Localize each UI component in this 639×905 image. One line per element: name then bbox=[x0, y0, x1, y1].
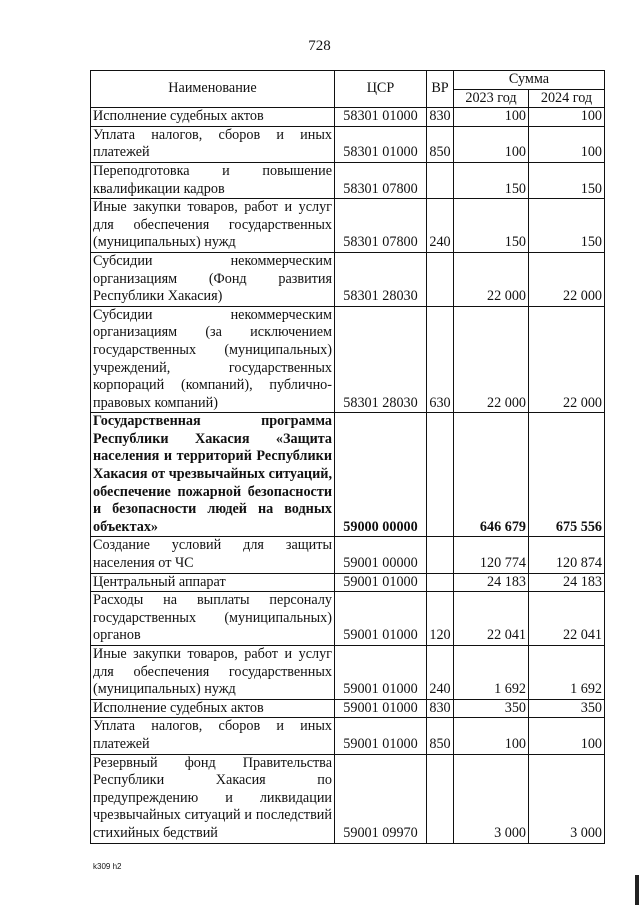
row-vr-cell: 630 bbox=[427, 306, 454, 413]
row-csr-cell: 59001 01000 bbox=[335, 592, 427, 646]
row-sum-2023-cell: 22 041 bbox=[454, 592, 529, 646]
row-vr-cell: 240 bbox=[427, 199, 454, 253]
row-name-cell: Иные закупки товаров, работ и услуг для обеспечения государственных (муниципальных) нужд bbox=[91, 646, 335, 700]
header-vr: ВР bbox=[427, 71, 454, 108]
row-sum-2024-cell: 24 183 bbox=[529, 573, 605, 592]
row-vr-cell: 830 bbox=[427, 699, 454, 718]
table-row bbox=[91, 646, 605, 700]
row-sum-2024-cell: 150 bbox=[529, 199, 605, 253]
table-row bbox=[91, 126, 605, 162]
row-vr-cell bbox=[427, 537, 454, 573]
row-sum-2023-cell: 22 000 bbox=[454, 252, 529, 306]
row-name-cell: Субсидии некоммерческим организациям (Фонд развития Республики Хакасия) bbox=[91, 252, 335, 306]
row-csr-cell: 58301 01000 bbox=[335, 108, 427, 127]
row-name-cell: Субсидии некоммерческим организациям (за исключением государственных (муниципальных) учреждений, государственных корпораций (компаний), публично-правовых компаний) bbox=[91, 306, 335, 413]
row-name-cell: Переподготовка и повышение квалификации кадров bbox=[91, 162, 335, 198]
row-csr-cell: 58301 01000 bbox=[335, 126, 427, 162]
row-name-cell: Исполнение судебных актов bbox=[91, 699, 335, 718]
row-sum-2023-cell: 1 692 bbox=[454, 646, 529, 700]
row-vr-cell: 850 bbox=[427, 718, 454, 754]
row-csr-cell: 59001 01000 bbox=[335, 646, 427, 700]
row-vr-cell: 240 bbox=[427, 646, 454, 700]
table-row bbox=[91, 592, 605, 646]
row-sum-2023-cell: 3 000 bbox=[454, 754, 529, 843]
row-sum-2024-cell: 22 000 bbox=[529, 306, 605, 413]
row-sum-2023-cell: 24 183 bbox=[454, 573, 529, 592]
row-vr-cell bbox=[427, 573, 454, 592]
row-sum-2023-cell: 350 bbox=[454, 699, 529, 718]
row-sum-2024-cell: 100 bbox=[529, 718, 605, 754]
table-body bbox=[91, 108, 605, 843]
header-year-2023: 2023 год bbox=[454, 89, 529, 108]
row-name-cell: Иные закупки товаров, работ и услуг для обеспечения государственных (муниципальных) нужд bbox=[91, 199, 335, 253]
table-row bbox=[91, 699, 605, 718]
row-sum-2023-cell: 150 bbox=[454, 162, 529, 198]
table-row bbox=[91, 162, 605, 198]
row-sum-2023-cell: 100 bbox=[454, 108, 529, 127]
table-row bbox=[91, 573, 605, 592]
row-name-cell: Исполнение судебных актов bbox=[91, 108, 335, 127]
table-row bbox=[91, 718, 605, 754]
row-csr-cell: 59001 01000 bbox=[335, 718, 427, 754]
row-sum-2024-cell: 1 692 bbox=[529, 646, 605, 700]
row-vr-cell: 120 bbox=[427, 592, 454, 646]
row-sum-2023-cell: 22 000 bbox=[454, 306, 529, 413]
row-csr-cell: 58301 28030 bbox=[335, 252, 427, 306]
row-vr-cell bbox=[427, 252, 454, 306]
row-csr-cell: 58301 07800 bbox=[335, 162, 427, 198]
row-csr-cell: 59000 00000 bbox=[335, 413, 427, 537]
row-sum-2023-cell: 100 bbox=[454, 718, 529, 754]
page-number: 728 bbox=[308, 38, 331, 54]
row-sum-2024-cell: 150 bbox=[529, 162, 605, 198]
row-sum-2023-cell: 646 679 bbox=[454, 413, 529, 537]
table-row bbox=[91, 252, 605, 306]
row-sum-2024-cell: 100 bbox=[529, 108, 605, 127]
row-csr-cell: 59001 09970 bbox=[335, 754, 427, 843]
row-vr-cell bbox=[427, 754, 454, 843]
table-row bbox=[91, 199, 605, 253]
row-sum-2024-cell: 120 874 bbox=[529, 537, 605, 573]
row-vr-cell bbox=[427, 162, 454, 198]
row-name-cell: Расходы на выплаты персоналу государственных (муниципальных) органов bbox=[91, 592, 335, 646]
row-csr-cell: 59001 01000 bbox=[335, 699, 427, 718]
table-row bbox=[91, 306, 605, 413]
row-vr-cell bbox=[427, 413, 454, 537]
row-name-cell: Уплата налогов, сборов и иных платежей bbox=[91, 126, 335, 162]
row-sum-2023-cell: 150 bbox=[454, 199, 529, 253]
header-sum: Сумма bbox=[454, 71, 605, 90]
budget-table bbox=[90, 70, 605, 844]
row-sum-2024-cell: 350 bbox=[529, 699, 605, 718]
row-sum-2024-cell: 675 556 bbox=[529, 413, 605, 537]
row-sum-2024-cell: 100 bbox=[529, 126, 605, 162]
header-csr: ЦСР bbox=[335, 71, 427, 108]
table-row bbox=[91, 108, 605, 127]
table-row bbox=[91, 413, 605, 537]
row-sum-2024-cell: 22 000 bbox=[529, 252, 605, 306]
scan-edge-mark bbox=[635, 875, 639, 905]
row-vr-cell: 830 bbox=[427, 108, 454, 127]
row-vr-cell: 850 bbox=[427, 126, 454, 162]
row-name-cell: Государственная программа Республики Хакасия «Защита населения и территорий Республики Хакасия от чрезвычайных ситуаций, обеспечение пожарной безопасности и безопасности людей на водных объектах» bbox=[91, 413, 335, 537]
row-name-cell: Центральный аппарат bbox=[91, 573, 335, 592]
header-year-2024: 2024 год bbox=[529, 89, 605, 108]
table-row bbox=[91, 754, 605, 843]
row-csr-cell: 59001 01000 bbox=[335, 573, 427, 592]
row-sum-2023-cell: 120 774 bbox=[454, 537, 529, 573]
header-name: Наименование bbox=[91, 71, 335, 108]
row-sum-2024-cell: 3 000 bbox=[529, 754, 605, 843]
row-sum-2024-cell: 22 041 bbox=[529, 592, 605, 646]
row-name-cell: Уплата налогов, сборов и иных платежей bbox=[91, 718, 335, 754]
row-sum-2023-cell: 100 bbox=[454, 126, 529, 162]
footer-code: k309 h2 bbox=[93, 862, 122, 871]
table-row bbox=[91, 537, 605, 573]
row-name-cell: Создание условий для защиты населения от ЧС bbox=[91, 537, 335, 573]
row-csr-cell: 59001 00000 bbox=[335, 537, 427, 573]
row-name-cell: Резервный фонд Правительства Республики Хакасия по предупреждению и ликвидации чрезвычайных ситуаций и последствий стихийных бедствий bbox=[91, 754, 335, 843]
row-csr-cell: 58301 28030 bbox=[335, 306, 427, 413]
row-csr-cell: 58301 07800 bbox=[335, 199, 427, 253]
